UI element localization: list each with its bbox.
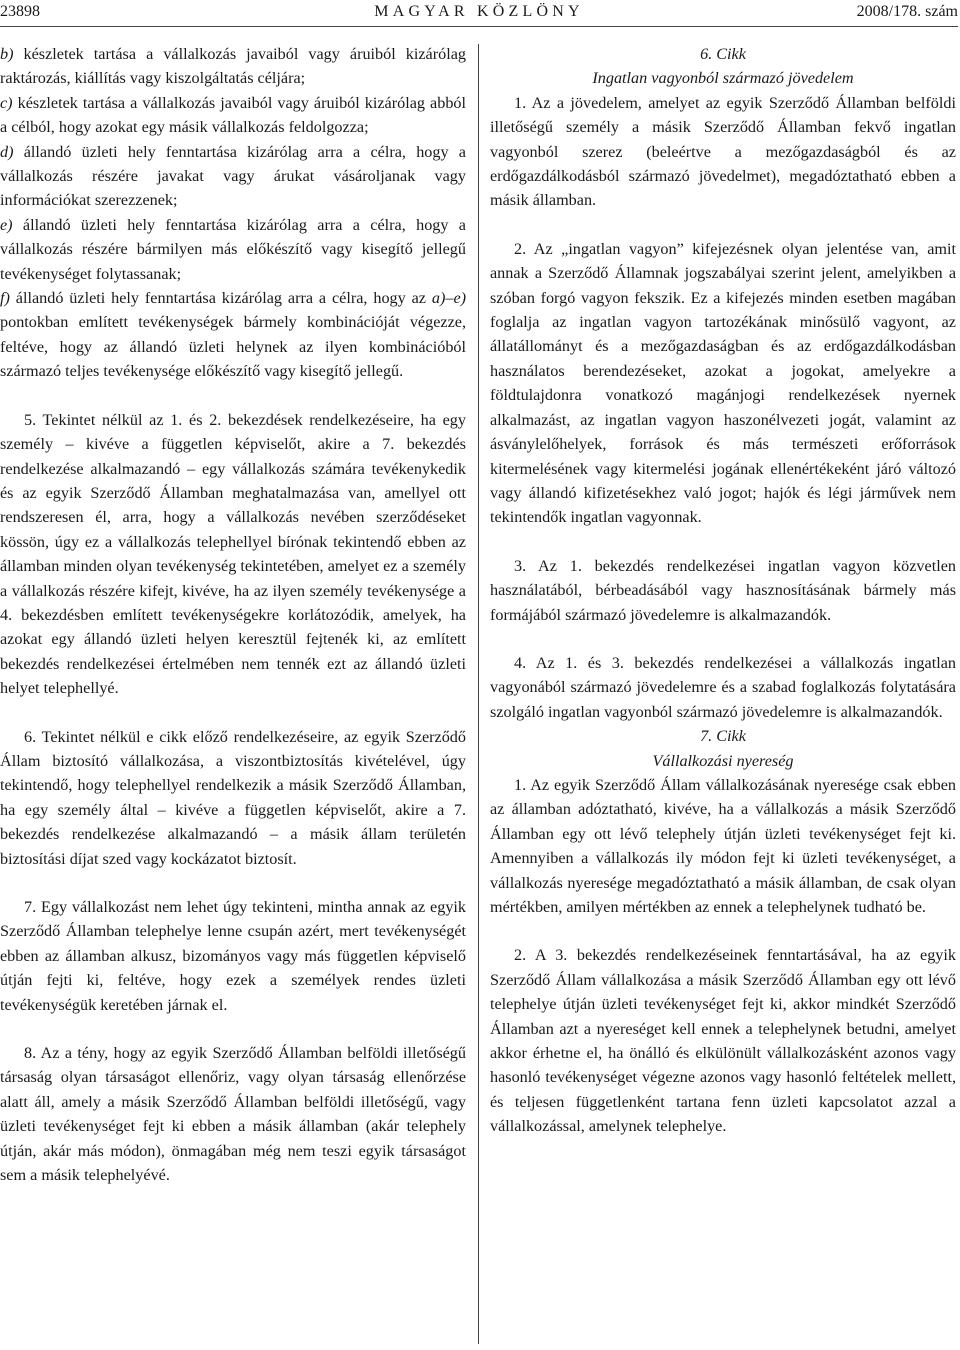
item-c <box>0 91 466 140</box>
item-c-text: készletek tartása a vállalkozás javaiból vagy áruiból kizárólag abból a célból, hogy azokat egy másik vállalkozás feldolgozza; <box>0 93 467 137</box>
left-column <box>0 42 466 1187</box>
item-c-label: c) <box>0 93 13 112</box>
article-7-title: Vállalkozási nyereség <box>652 751 794 770</box>
paragraph-7: 7. Egy vállalkozást nem lehet úgy tekinteni, mintha annak az egyik Szerződő Államban telephelye lenne csupán azért, mert tevékenységét ebben az államban alkusz, bizományos vagy más független képviselő útján fejti ki, feltéve, hogy ezek a személyek rendes üzleti tevékenységük keretében járnak el. <box>0 898 466 1014</box>
item-d <box>0 140 466 213</box>
article-6-paragraph-4: 4. Az 1. és 3. bekezdés rendelkezései a vállalkozás ingatlan vagyonából származó jövedelemre és a szabad foglalkozás folytatására szolgáló ingatlan vagyonból származó jövedelemre is alkalmazandók. <box>490 653 956 721</box>
item-e-label: e) <box>0 215 13 234</box>
paragraph-6: 6. Tekintet nélkül e cikk előző rendelkezéseire, az egyik Szerződő Állam biztosító vállalkozása, a viszontbiztosítás kivételével, úgy tekintendő, hogy telephellyel rendelkezik a másik Szerződő Államban, ha egy személy által – kivéve a független képviselőt, akire a 7. bekezdés rendelkezése alkalmazandó – a másik állam területén biztosítási díjat szed vagy kockázatot biztosít. <box>0 727 466 868</box>
article-6-title: Ingatlan vagyonból származó jövedelem <box>592 69 854 88</box>
item-f <box>0 286 466 384</box>
article-6-paragraph-3: 3. Az 1. bekezdés rendelkezései ingatlan vagyon közvetlen használatából, bérbeadásából vagy hasznosításának bármely más formájából származó jövedelemre is alkalmazandók. <box>490 556 956 624</box>
item-e-text: állandó üzleti hely fenntartása kizárólag arra a célra, hogy a vállalkozás részére bármilyen más előkészítő vagy kisegítő jellegű tevékenységet folytassanak; <box>0 215 466 283</box>
item-f-text-1: állandó üzleti hely fenntartása kizárólag arra a célra, hogy az <box>15 289 426 308</box>
item-f-label: f) <box>0 289 10 308</box>
item-e <box>0 213 466 286</box>
page-number: 23898 <box>0 3 40 20</box>
article-6-paragraph-1: 1. Az a jövedelem, amelyet az egyik Szerződő Államban belföldi illetőségű személy a másik Szerződő Államban fekvő ingatlan vagyonból szerez (beleértve a mezőgazdaságból és az erdőgazdálkodásból származó jövedelmet), megadóztatható ebben a másik államban. <box>490 93 956 210</box>
column-divider <box>478 44 479 1344</box>
article-6-number: 6. Cikk <box>700 45 746 63</box>
page-header <box>0 2 958 24</box>
article-7-paragraph-1: 1. Az egyik Szerződő Állam vállalkozásának nyeresége csak ebben az államban adóztatható, kivéve, ha a vállalkozás a másik Szerződő Államban egy ott lévő telephely útján üzleti tevékenységet fejt ki. Amennyiben a vállalkozás ily módon fejt ki üzleti tevékenységet, a vállalkozás nyeresége megadóztatható a másik államban, de csak olyan mértékben, amilyen mértékben az ennek a telephelynek tudható be. <box>490 775 956 916</box>
item-d-label: d) <box>0 142 14 161</box>
item-f-text-2: pontokban említett tevékenységek bármely kombinációját végezze, feltéve, hogy az állandó üzleti helynek az ilyen kombinációból származó teljes tevékenysége előkészítő vagy kisegítő jellegű. <box>0 313 466 381</box>
article-7-number: 7. Cikk <box>700 727 746 746</box>
issue-number: 2008/178. szám <box>856 3 958 20</box>
journal-title: MAGYAR KÖZLÖNY <box>374 3 584 20</box>
item-d-text: állandó üzleti hely fenntartása kizárólag arra a célra, hogy a vállalkozás részére javakat vagy árukat vásároljanak vagy információkat szerezzenek; <box>0 142 466 210</box>
article-7-paragraph-2: 2. A 3. bekezdés rendelkezéseinek fenntartásával, ha az egyik Szerződő Állam vállalkozása a másik Szerződő Államban egy ott lévő telephelye útján üzleti tevékenységet fejt ki, akkor mindkét Szerződő Államban azt a nyereséget kell ennek a telephelynek betudni, amelyet akkor érhetne el, ha önálló és elkülönült vállalkozásként azonos vagy hasonló tevékenységet végezne azonos vagy hasonló feltételek mellett, és teljesen függetlenként tartana fenn üzleti kapcsolatot azzal a vállalkozással, amelynek telephelye. <box>490 946 956 1136</box>
item-b-text: készletek tartása a vállalkozás javaiból vagy áruiból kizárólag raktározás, kiállítás vagy kiszolgáltatás céljára; <box>0 45 466 88</box>
item-f-reference: a)–e) <box>431 289 467 308</box>
item-b <box>0 42 466 91</box>
article-6-paragraph-2: 2. Az „ingatlan vagyon” kifejezésnek olyan jelentése van, amit annak a Szerződő Államnak jogszabályai szerint jelent, amelyikben a szóban forgó vagyon fekszik. Ez a kifejezés minden esetben magában foglalja az ingatlan vagyon tartozékának minősülő vagyont, az állatállományt és a mezőgazdaságban és az erdőgazdálkodásban használatos berendezéseket, azokat a jogokat, amelyekre a földtulajdonra vonatkozó magánjogi rendelkezések nyernek alkalmazást, az ingatlan vagyon haszonélvezeti jogát, valamint az ásványlelőhelyek, források és más természeti erőforrások kitermelésének vagy kitermelési jogának ellenértékeként járó változó vagy állandó kifizetésekhez való jogot; hajók és légi járművek nem tekintendők ingatlan vagyonnak. <box>490 239 956 527</box>
header-rule <box>0 26 958 27</box>
right-column <box>490 42 956 1139</box>
item-b-label: b) <box>0 45 14 63</box>
paragraph-5: 5. Tekintet nélkül az 1. és 2. bekezdések rendelkezéseire, ha egy személy – kivéve a független képviselőt, akire a 7. bekezdés rendelkezése alkalmazandó – egy vállalkozás számára tevékenykedik és az egyik Szerződő Államban meghatalmazása van, amellyel ott rendszeresen él, arra, hogy a vállalkozás nevében szerződéseket kössön, úgy ez a vállalkozás telephellyel bírónak tekintendő ebben az államban minden olyan tevékenység tekintetében, amelyet ez a személy a vállalkozás részére kifejt, kivéve, ha az ilyen személy tevékenysége a 4. bekezdésben említett tevékenységekre korlátozódik, amelyek, ha azokat egy állandó üzleti helyen keresztül fejtenék ki, az említett bekezdés rendelkezései értelmében nem tennék ezt az állandó üzleti helyet telephellyé. <box>0 410 466 698</box>
paragraph-8: 8. Az a tény, hogy az egyik Szerződő Államban belföldi illetőségű társaság olyan társaságot ellenőriz, vagy olyan társaság ellenőrzése alatt áll, amely a másik Szerződő Államban belföldi illetőségű, vagy üzleti tevékenységet fejt ki ebben a másik államban (akár telephely útján, akár más módon), önmagában még nem teszi egyik társaságot sem a másik telephelyévé. <box>0 1044 466 1185</box>
